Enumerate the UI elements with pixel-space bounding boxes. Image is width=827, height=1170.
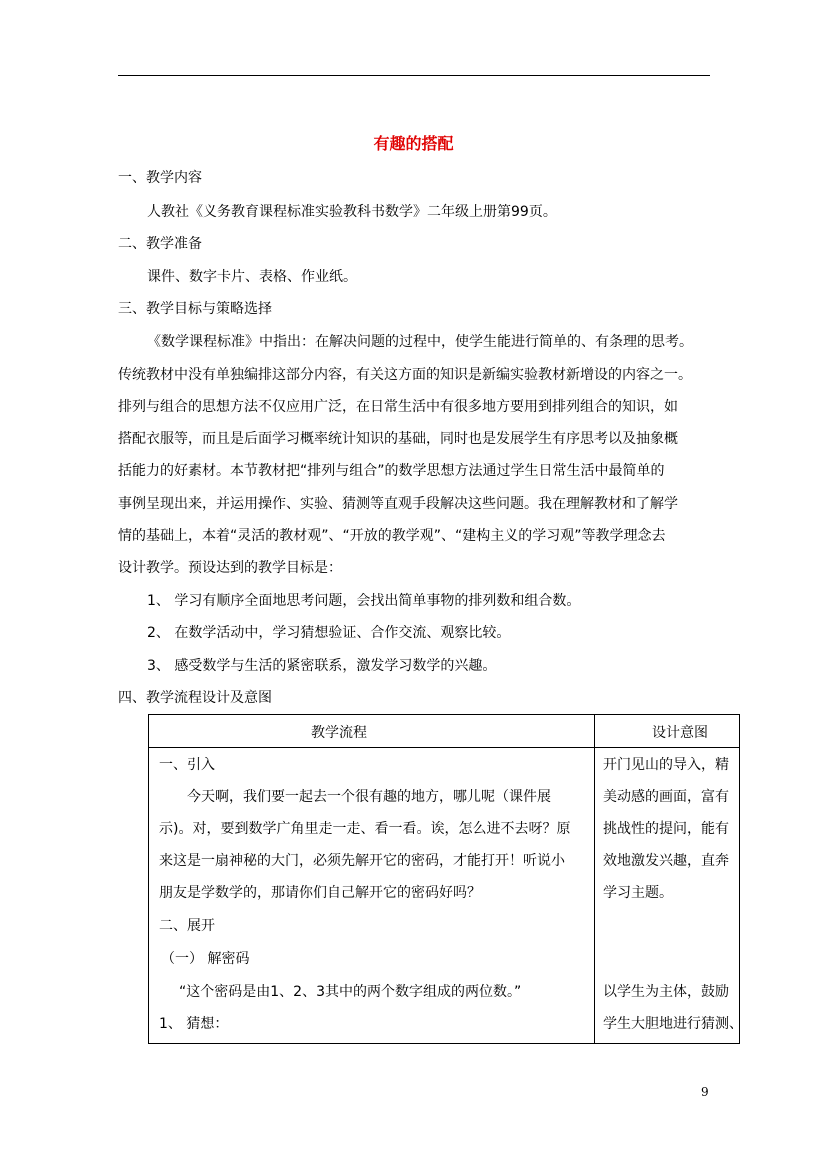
goal-item: 3、 感受数学与生活的紧密联系，激发学习数学的兴趣。 — [147, 658, 497, 674]
intent-line: 以学生为主体，鼓励 — [603, 984, 729, 1000]
paragraph-line: 事例呈现出来，并运用操作、实验、猜测等直观手段解决这些问题。我在理解教材和了解学 — [118, 496, 678, 512]
flow-line: “这个密码是由1、2、3其中的两个数字组成的两位数。” — [179, 984, 522, 1000]
flow-line: 来这是一扇神秘的大门，必须先解开它的密码，才能打开！听说小 — [159, 853, 565, 869]
intent-line: 美动感的画面，富有 — [603, 789, 729, 805]
paragraph-line: 排列与组合的思想方法不仅应用广泛，在日常生活中有很多地方要用到排列组合的知识，如 — [118, 399, 678, 415]
flow-line: 示)。对，要到数学广角里走一走、看一看。诶，怎么进不去呀？原 — [159, 821, 571, 837]
section-4-heading: 四、教学流程设计及意图 — [118, 690, 272, 706]
paragraph-line: 设计教学。预设达到的教学目标是： — [118, 560, 342, 576]
section-3-heading: 三、教学目标与策略选择 — [118, 301, 272, 317]
page-number: 9 — [701, 1085, 709, 1099]
flow-line: 1、 猜想： — [159, 1016, 229, 1032]
column-header-flow: 教学流程 — [311, 725, 367, 741]
flow-line: 一、引入 — [159, 757, 215, 773]
flow-line: 二、展开 — [159, 918, 215, 934]
section-2-heading: 二、教学准备 — [118, 236, 202, 252]
intent-line: 开门见山的导入，精 — [603, 757, 729, 773]
flow-line: 今天啊，我们要一起去一个很有趣的地方，哪儿呢（课件展 — [187, 789, 551, 805]
goal-item: 1、 学习有顺序全面地思考问题，会找出简单事物的排列数和组合数。 — [147, 593, 581, 609]
flow-line: （一） 解密码 — [161, 951, 250, 967]
paragraph-line: 《数学课程标准》中指出：在解决问题的过程中，使学生能进行简单的、有条理的思考。 — [147, 334, 693, 350]
intent-line: 挑战性的提问，能有 — [603, 821, 729, 837]
intent-line: 学生大胆地进行猜测、 — [603, 1016, 743, 1032]
header-rule — [118, 75, 710, 76]
intent-line: 学习主题。 — [603, 885, 673, 901]
section-1-heading: 一、教学内容 — [118, 170, 202, 186]
paragraph-line: 传统教材中没有单独编排这部分内容，有关这方面的知识是新编实验教材新增设的内容之一。 — [118, 367, 692, 383]
document-title: 有趣的搭配 — [373, 134, 454, 153]
paragraph-line: 情的基础上，本着“灵活的教材观”、“开放的教学观”、“建构主义的学习观”等教学理念去 — [118, 528, 666, 544]
goal-item: 2、 在数学活动中，学习猜想验证、合作交流、观察比较。 — [147, 625, 511, 641]
teaching-flow-table — [148, 714, 743, 1044]
paragraph-line: 搭配衣服等，而且是后面学习概率统计知识的基础，同时也是发展学生有序思考以及抽象概 — [118, 431, 678, 447]
intent-line: 效地激发兴趣，直奔 — [603, 853, 729, 869]
section-1-text: 人教社《义务教育课程标准实验教科书数学》二年级上册第99页。 — [147, 204, 557, 220]
section-2-text: 课件、数字卡片、表格、作业纸。 — [147, 269, 357, 285]
flow-line: 朋友是学数学的，那请你们自己解开它的密码好吗？ — [159, 885, 481, 901]
column-header-intent: 设计意图 — [652, 725, 708, 741]
paragraph-line: 括能力的好素材。本节教材把“排列与组合”的数学思想方法通过学生日常生活中最简单的 — [118, 463, 665, 479]
header-divider — [149, 747, 739, 748]
column-divider — [594, 715, 595, 1043]
